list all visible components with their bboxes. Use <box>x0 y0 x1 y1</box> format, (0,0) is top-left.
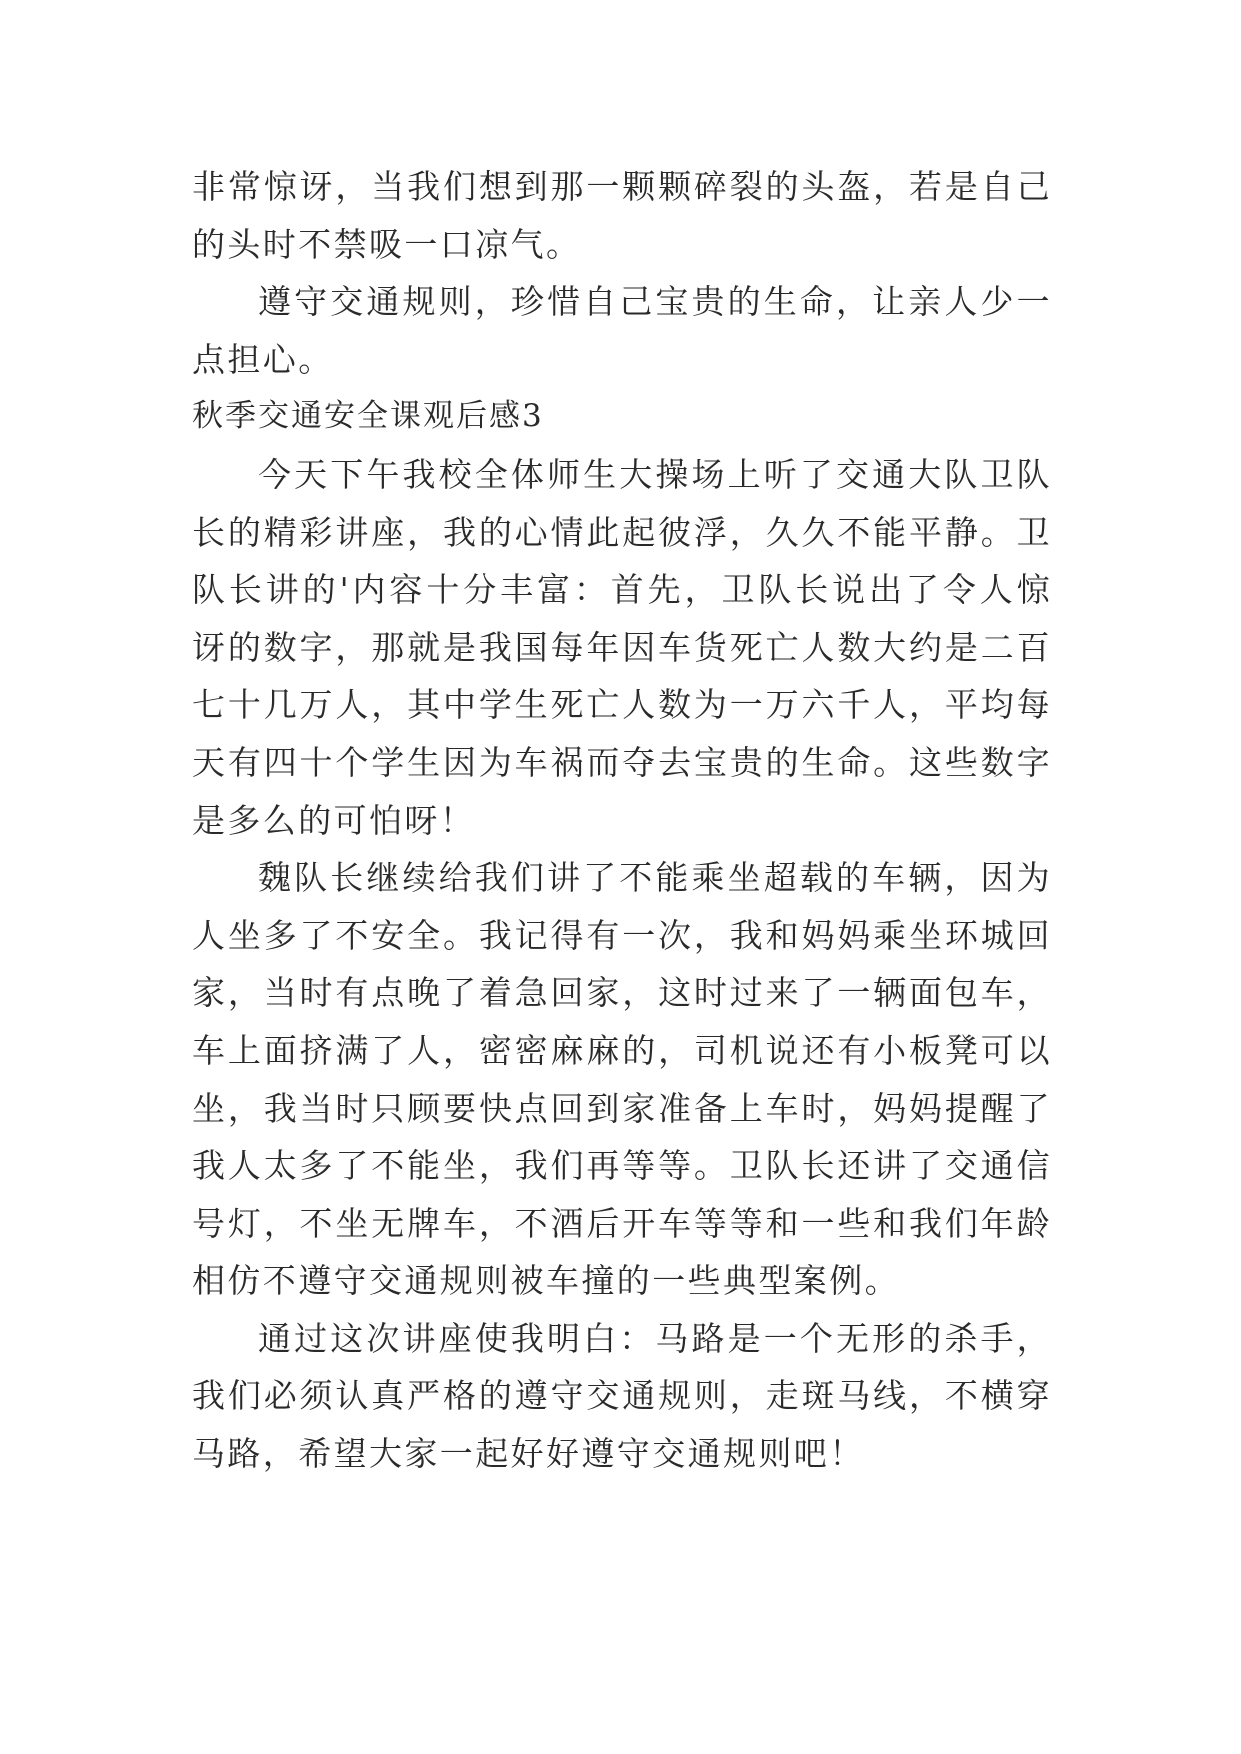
paragraph-lecture: 今天下午我校全体师生大操场上听了交通大队卫队长的精彩讲座，我的心情此起彼浮，久久不能平静。卫队长讲的'内容十分丰富：首先，卫队长说出了令人惊讶的数字，那就是我国每年因车货死亡人数大约是二百七十几万人，其中学生死亡人数为一万六千人，平均每天有四十个学生因为车祸而夺去宝贵的生命。这些数字是多么的可怕呀！ <box>192 454 1052 840</box>
paragraph-conclusion: 通过这次讲座使我明白：马路是一个无形的杀手，我们必须认真严格的遵守交通规则，走斑马线，不横穿马路，希望大家一起好好遵守交通规则吧！ <box>192 1318 1052 1474</box>
section-heading: 秋季交通安全课观后感3 <box>192 398 544 435</box>
paragraph-obey-rules: 遵守交通规则，珍惜自己宝贵的生命，让亲人少一点担心。 <box>192 282 1052 379</box>
paragraph-overloaded-vehicles: 魏队长继续给我们讲了不能乘坐超载的车辆，因为人坐多了不安全。我记得有一次，我和妈妈乘坐环城回家，当时有点晚了着急回家，这时过来了一辆面包车，车上面挤满了人，密密麻麻的，司机说还有小板凳可以坐，我当时只顾要快点回到家准备上车时，妈妈提醒了我人太多了不能坐，我们再等等。卫队长还讲了交通信号灯，不坐无牌车，不酒后开车等等和一些和我们年龄相仿不遵守交通规则被车撞的一些典型案例。 <box>192 858 1052 1301</box>
paragraph-continued: 非常惊讶，当我们想到那一颗颗碎裂的头盔，若是自己的头时不禁吸一口凉气。 <box>192 167 1052 264</box>
document-body <box>192 158 1052 1483</box>
